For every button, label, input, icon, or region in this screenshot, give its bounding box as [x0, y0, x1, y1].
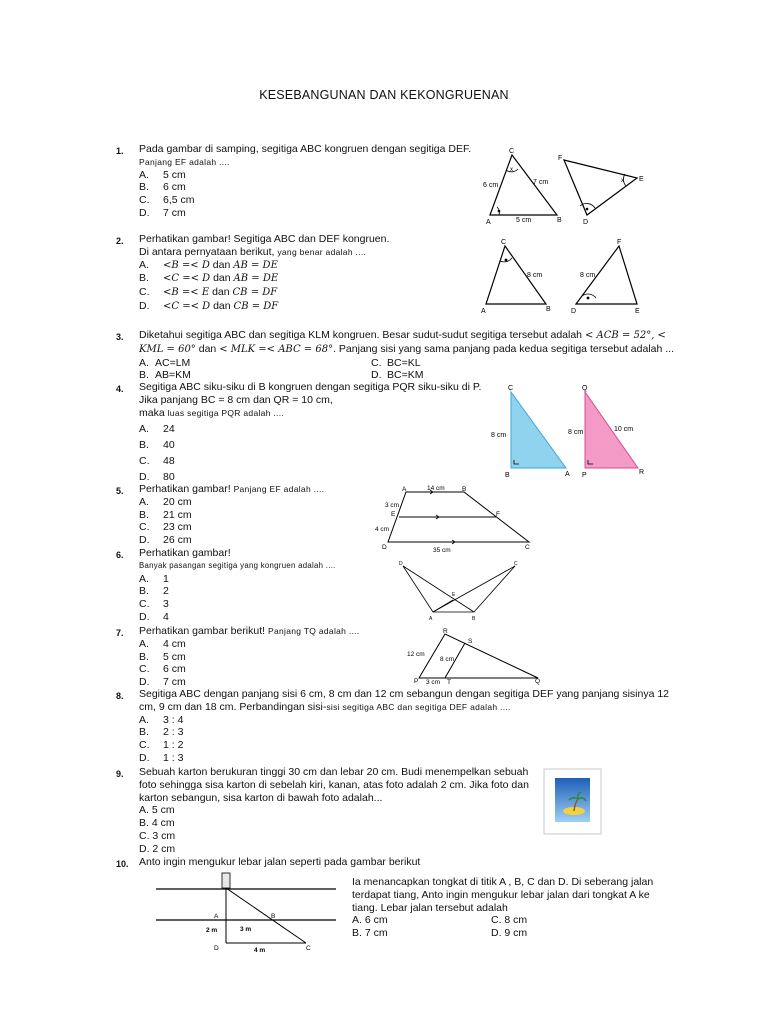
- question-number: 8.: [116, 691, 124, 701]
- label-B: B: [557, 217, 562, 224]
- label-D: D: [399, 561, 403, 567]
- label-C: C: [306, 945, 311, 952]
- side-8cm: 8 cm: [580, 272, 596, 279]
- side-2m: 2 m: [206, 927, 218, 934]
- label-B: B: [472, 616, 476, 622]
- label-D: D: [382, 544, 387, 551]
- question-number: 7.: [116, 628, 124, 638]
- figure-q1-triangles: [475, 145, 655, 227]
- question-number: 3.: [116, 332, 124, 342]
- label-C: C: [509, 148, 515, 155]
- question-6: Perhatikan gambar! Banyak pasangan segitiga yang kongruen adalah .... A. 1 B. 2 C. 3 D. 4: [139, 547, 336, 623]
- figure-q10-road: [150, 868, 340, 960]
- page-title: KESEBANGUNAN DAN KEKONGRUENAN: [259, 88, 509, 102]
- question-1: [139, 143, 471, 220]
- label-C: C: [525, 544, 530, 551]
- side-8cm: 8 cm: [491, 432, 507, 439]
- question-text: Perhatikan gambar! Segitiga ABC dan DEF kongruen.: [139, 233, 390, 245]
- label-R: R: [639, 469, 645, 476]
- label-C: C: [514, 561, 518, 567]
- label-S: S: [468, 638, 473, 645]
- question-2: Perhatikan gambar! Segitiga ABC dan DEF kongruen. Di antara pernyataan berikut, yang benar adalah .... A. <B =< D dan AB = DE B. <C =< D dan AB = DE C. <B =< E dan CB = DF D. <C =< D dan CB = DF: [139, 233, 390, 312]
- side-3cm: 3 cm: [385, 502, 400, 509]
- question-number: 10.: [116, 859, 129, 869]
- label-D: D: [214, 945, 219, 952]
- label-A: A: [402, 486, 407, 493]
- question-text: Pada gambar di samping, segitiga ABC kongruen dengan segitiga DEF.: [139, 143, 472, 155]
- question-10: Anto ingin mengukur lebar jalan seperti pada gambar berikut: [139, 856, 421, 868]
- label-R: R: [443, 628, 448, 635]
- label-D: D: [583, 219, 589, 226]
- label-P: P: [414, 678, 419, 685]
- option: D. 7 cm: [139, 206, 186, 219]
- option: A. <B =< D dan AB = DE: [139, 258, 278, 271]
- figure-q7-triangle: [405, 626, 545, 688]
- label-A: A: [214, 913, 219, 920]
- side-3cm: 3 cm: [426, 679, 441, 686]
- side-8cm: 8 cm: [527, 272, 543, 279]
- side-6cm: 6 cm: [483, 182, 499, 189]
- question-number: 4.: [116, 384, 124, 394]
- label-B: B: [546, 306, 551, 313]
- option: D. <C =< D dan CB = DF: [139, 299, 279, 312]
- option: A. 5 cm: [139, 168, 186, 181]
- side-7cm: 7 cm: [533, 179, 549, 186]
- question-number: 1.: [116, 146, 124, 156]
- question-number: 9.: [116, 769, 124, 779]
- label-Q: Q: [535, 678, 541, 685]
- side-14cm: 14 cm: [427, 485, 445, 492]
- option: B. <C =< D dan AB = DE: [139, 272, 279, 285]
- side-4cm: 4 cm: [375, 526, 390, 533]
- label-E: E: [452, 592, 456, 598]
- option: B. 6 cm: [139, 181, 186, 194]
- label-E: E: [639, 176, 644, 183]
- question-4: Segitiga ABC siku-siku di B kongruen dengan segitiga PQR siku-siku di P. Jika panjang BC = 8 cm dan QR = 10 cm, maka luas segitiga PQR adalah .... A. 24 B. 40 C. 48 D. 80: [139, 381, 482, 483]
- side-8cm: 8 cm: [568, 429, 584, 436]
- label-E: E: [635, 308, 640, 315]
- figure-q9-photo-on-card: [543, 768, 603, 836]
- figure-q5-trapezoid: [372, 482, 537, 554]
- side-5cm: 5 cm: [516, 217, 532, 224]
- label-A: A: [481, 308, 486, 315]
- question-number: 2.: [116, 236, 124, 246]
- question-sub: Panjang EF adalah ....: [139, 156, 230, 167]
- angle-x-e: x: [621, 178, 624, 184]
- label-A: A: [429, 616, 433, 622]
- question-7: Perhatikan gambar berikut! Panjang TQ adalah .... A. 4 cm B. 5 cm C. 6 cm D. 7 cm: [139, 625, 360, 689]
- label-A: A: [486, 219, 491, 226]
- question-10-description: Ia menancapkan tongkat di titik A , B, C dan D. Di seberang jalan terdapat tiang, Anto ingin mengukur lebar jalan dari tongkat A ke tiang. Lebar jalan tersebut adalah A. 6 cm C. 8 cm B. 7 cm D. 9 cm: [352, 876, 654, 940]
- side-35cm: 35 cm: [433, 547, 451, 554]
- side-8cm: 8 cm: [440, 656, 455, 663]
- label-F: F: [558, 155, 563, 162]
- label-P: P: [582, 472, 587, 479]
- figure-q4-right-triangles: [485, 382, 660, 480]
- label-E: E: [391, 511, 396, 518]
- label-C: C: [508, 385, 514, 392]
- question-3: Diketahui segitiga ABC dan segitiga KLM kongruen. Besar sudut-sudut segitiga tersebut adalah < ACB = 52°, < KML = 60° dan < MLK =< ABC = 68°. Panjang sisi yang sama panjang pada kedua segitiga tersebut adalah ... A. AC=LM C. BC=KL B. AB=KM D. BC=KM: [139, 329, 674, 382]
- question-5: Perhatikan gambar! Panjang EF adalah .... A. 20 cm B. 21 cm C. 23 cm D. 26 cm: [139, 483, 325, 547]
- label-D: D: [571, 308, 577, 315]
- label-F: F: [617, 239, 622, 246]
- question-9: Sebuah karton berukuran tinggi 30 cm dan lebar 20 cm. Budi menempelkan sebuah foto sehingga sisa karton di sebelah kiri, kanan, atas foto adalah 2 cm. Jika foto dan karton sebangun, sisa karton di bawah foto adalah... A. 5 cm B. 4 cm C. 3 cm D. 2 cm: [139, 766, 529, 855]
- option: C. 6,5 cm: [139, 194, 195, 207]
- label-B: B: [271, 913, 276, 920]
- side-10cm: 10 cm: [614, 426, 634, 433]
- label-F: F: [496, 511, 500, 518]
- question-number: 5.: [116, 486, 124, 496]
- label-B: B: [505, 472, 510, 479]
- label-T: T: [447, 679, 451, 686]
- figure-q2-triangles: [480, 236, 655, 316]
- label-A: A: [565, 471, 570, 478]
- side-4m: 4 m: [254, 947, 266, 954]
- figure-q6-crossed-triangles: [395, 558, 525, 624]
- option: C. <B =< E dan CB = DF: [139, 286, 278, 299]
- side-12cm: 12 cm: [407, 651, 425, 658]
- label-C: C: [501, 239, 507, 246]
- question-8: Segitiga ABC dengan panjang sisi 6 cm, 8 cm dan 12 cm sebangun dengan segitiga DEF yang panjang sisinya 12 cm, 9 cm dan 18 cm. Perbandingan sisi-sisi segitiga ABC dan segitiga DEF adalah .... A. 3 : 4 B. 2 : 3 C. 1 : 2 D. 1 : 3: [139, 688, 670, 764]
- angle-x-c: x: [510, 167, 513, 173]
- question-number: 6.: [116, 550, 124, 560]
- label-B: B: [462, 486, 467, 493]
- side-3m: 3 m: [240, 926, 252, 933]
- label-Q: Q: [582, 385, 588, 392]
